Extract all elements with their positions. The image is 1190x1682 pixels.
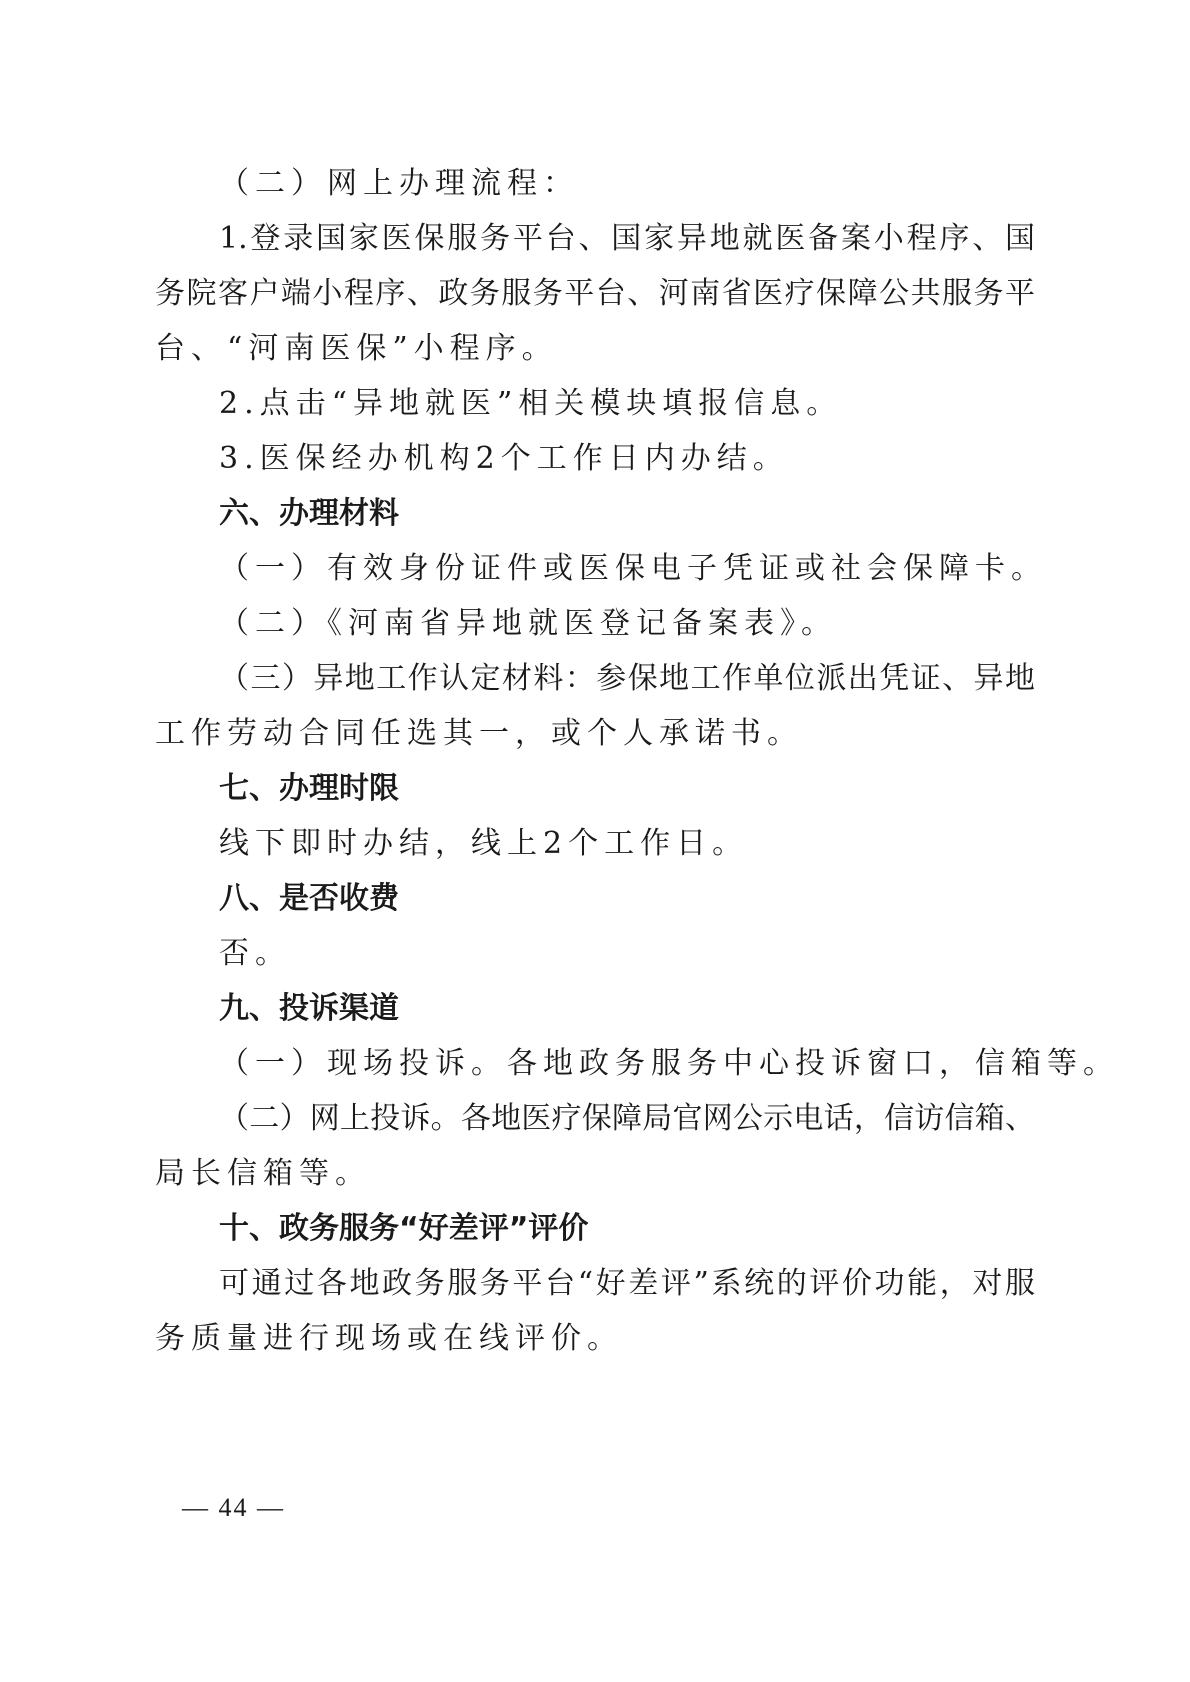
paragraph-material-2: （二）《河南省异地就医登记备案表》。 (219, 606, 837, 641)
paragraph-step-1-line-3: 台、“河南医保”小程序。 (155, 331, 558, 366)
paragraph-complaint-2-line-1: （二）网上投诉。各地医疗保障局官网公示电话，信访信箱、 (219, 1101, 1035, 1136)
paragraph-evaluation-line-1: 可通过各地政务服务平台“好差评”系统的评价功能，对服 (219, 1266, 1035, 1301)
paragraph-complaint-1: （一）现场投诉。各地政务服务中心投诉窗口，信箱等。 (219, 1046, 1119, 1081)
paragraph-complaint-2-line-2: 局长信箱等。 (155, 1156, 371, 1191)
paragraph-fee: 否。 (219, 936, 291, 971)
section-heading-evaluation: 十、政务服务“好差评”评价 (219, 1211, 589, 1246)
section-heading-materials: 六、办理材料 (219, 496, 399, 531)
section-heading-time-limit: 七、办理时限 (219, 771, 399, 806)
page-number: — 44 — (182, 1493, 285, 1522)
section-heading-fee: 八、是否收费 (219, 881, 399, 916)
paragraph-time-limit: 线下即时办结，线上2个工作日。 (219, 826, 749, 861)
paragraph-material-1: （一）有效身份证件或医保电子凭证或社会保障卡。 (219, 551, 1047, 586)
paragraph-online-process-title: （二）网上办理流程： (219, 166, 579, 201)
paragraph-evaluation-line-2: 务质量进行现场或在线评价。 (155, 1321, 623, 1356)
paragraph-material-3-line-1: （三）异地工作认定材料：参保地工作单位派出凭证、异地 (219, 661, 1035, 696)
paragraph-step-2: 2.点击“异地就医”相关模块填报信息。 (219, 386, 843, 421)
paragraph-step-1-line-1: 1.登录国家医保服务平台、国家异地就医备案小程序、国 (219, 221, 1035, 256)
paragraph-material-3-line-2: 工作劳动合同任选其一，或个人承诺书。 (155, 716, 803, 751)
paragraph-step-1-line-2: 务院客户端小程序、政务服务平台、河南省医疗保障公共服务平 (155, 276, 1035, 311)
paragraph-step-3: 3.医保经办机构2个工作日内办结。 (219, 441, 789, 476)
section-heading-complaint: 九、投诉渠道 (219, 991, 399, 1026)
